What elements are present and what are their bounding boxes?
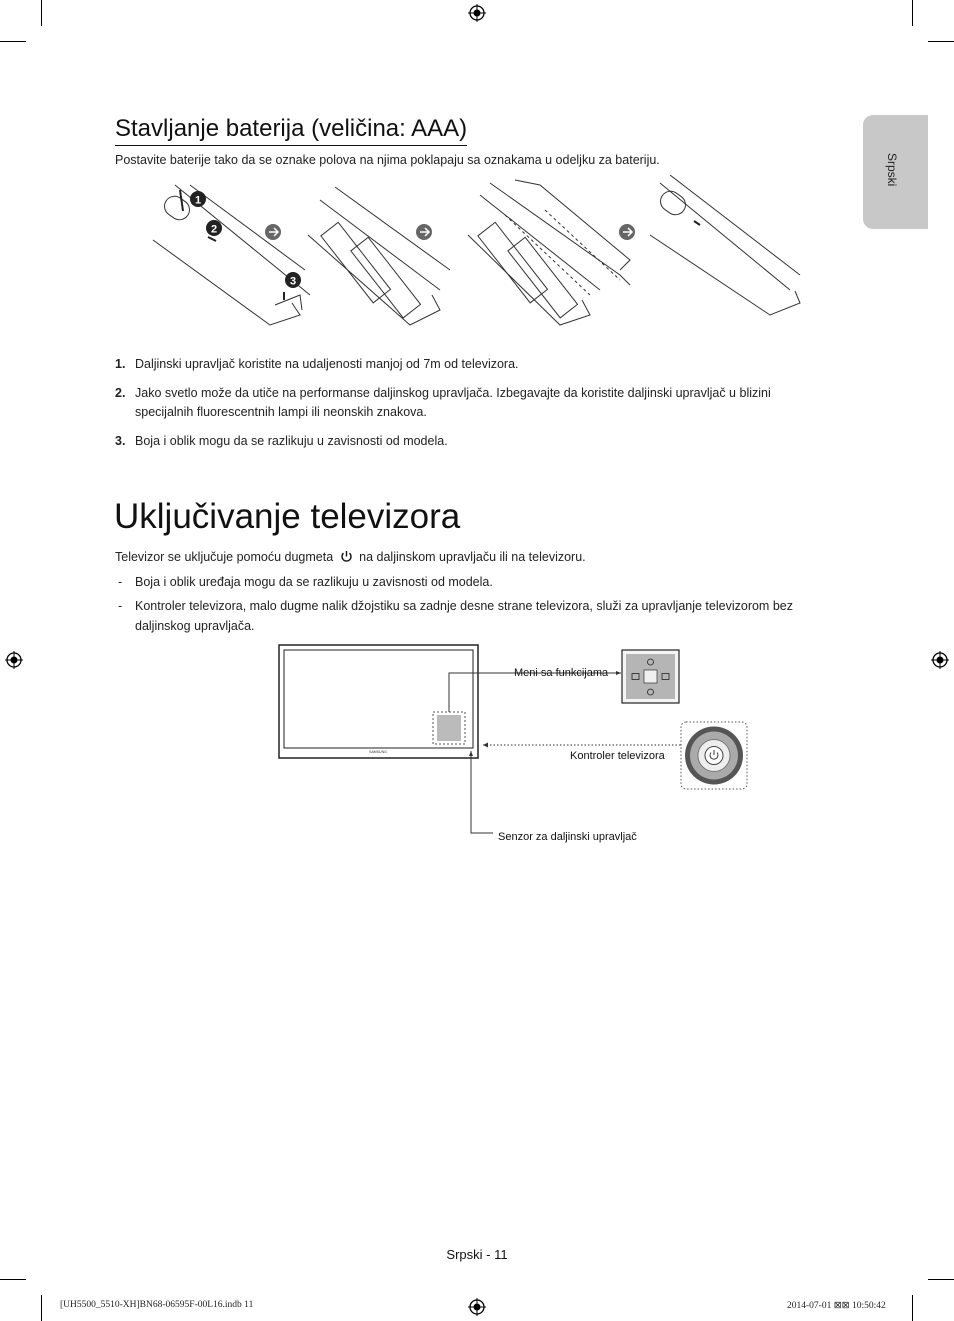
list-text: Boja i oblik mogu da se razlikuju u zavisnosti od modela.: [135, 434, 448, 448]
step-number: 3: [289, 275, 297, 288]
list-number: 1.: [115, 357, 126, 371]
crop-mark: [912, 0, 913, 26]
crop-mark: [928, 41, 954, 42]
battery-section-title: Stavljanje baterija (veličina: AAA): [115, 114, 467, 146]
list-text: Jako svetlo može da utiče na performanse daljinskog upravljača. Izbegavajte da koristite daljinski upravljač u blizini specijalnih fluorescentnih lampi ili neonskih znakova.: [135, 386, 771, 419]
crop-mark: [41, 1295, 42, 1321]
list-number: 3.: [115, 434, 126, 448]
list-text: Kontroler televizora, malo dugme nalik džojstiku sa zadnje desne strane televizora, služi za upravljanje televizorom bez daljinskog upravljača.: [135, 599, 793, 633]
tv-brand-logo: SAMSUNG: [369, 750, 387, 754]
power-section-title: Uključivanje televizora: [114, 497, 461, 536]
power-intro: [115, 548, 586, 567]
crop-mark: [0, 41, 26, 42]
controller-label: Kontroler televizora: [570, 750, 665, 762]
list-text: Daljinski upravljač koristite na udaljenosti manjoj od 7m od televizora.: [135, 357, 519, 371]
registration-mark-icon: [931, 651, 949, 669]
list-item: [115, 355, 815, 374]
list-dash: -: [118, 575, 123, 589]
crop-mark: [41, 0, 42, 26]
language-tab-label: Srpski: [885, 153, 899, 187]
crop-mark: [0, 1279, 26, 1280]
list-number: 2.: [115, 386, 126, 400]
battery-intro: Postavite baterije tako da se oznake polova na njima poklapaju sa oznakama u odeljku za bateriju.: [115, 153, 660, 167]
list-item: [115, 384, 815, 422]
power-notes: [115, 572, 827, 640]
power-intro-text: Televizor se uključuje pomoću dugmeta: [115, 550, 334, 564]
language-tab: [863, 115, 928, 229]
crop-mark: [928, 1279, 954, 1280]
registration-mark-icon: [468, 4, 486, 22]
sensor-label: Senzor za daljinski upravljač: [498, 831, 637, 843]
power-intro-text: na daljinskom upravljaču ili na televizoru.: [359, 550, 586, 564]
page-number: Srpski - 11: [446, 1247, 508, 1262]
print-file-info: [UH5500_5510-XH]BN68-06595F-00L16.indb 11: [60, 1300, 254, 1310]
list-item: [115, 596, 827, 636]
list-item: [115, 572, 827, 592]
list-dash: -: [118, 599, 123, 613]
print-timestamp: 2014-07-01 ⊠⊠ 10:50:42: [787, 1301, 886, 1311]
battery-notes: [115, 355, 815, 461]
power-icon: [340, 550, 353, 563]
battery-install-illustration: [150, 175, 810, 335]
step-number: 2: [210, 223, 218, 236]
list-item: [115, 432, 815, 451]
menu-label: Meni sa funkcijama: [514, 667, 609, 679]
step-number: 1: [194, 194, 202, 207]
registration-mark-icon: [468, 1298, 486, 1316]
list-text: Boja i oblik uređaja mogu da se razlikuju u zavisnosti od modela.: [135, 575, 493, 589]
crop-mark: [912, 1295, 913, 1321]
registration-mark-icon: [5, 651, 23, 669]
